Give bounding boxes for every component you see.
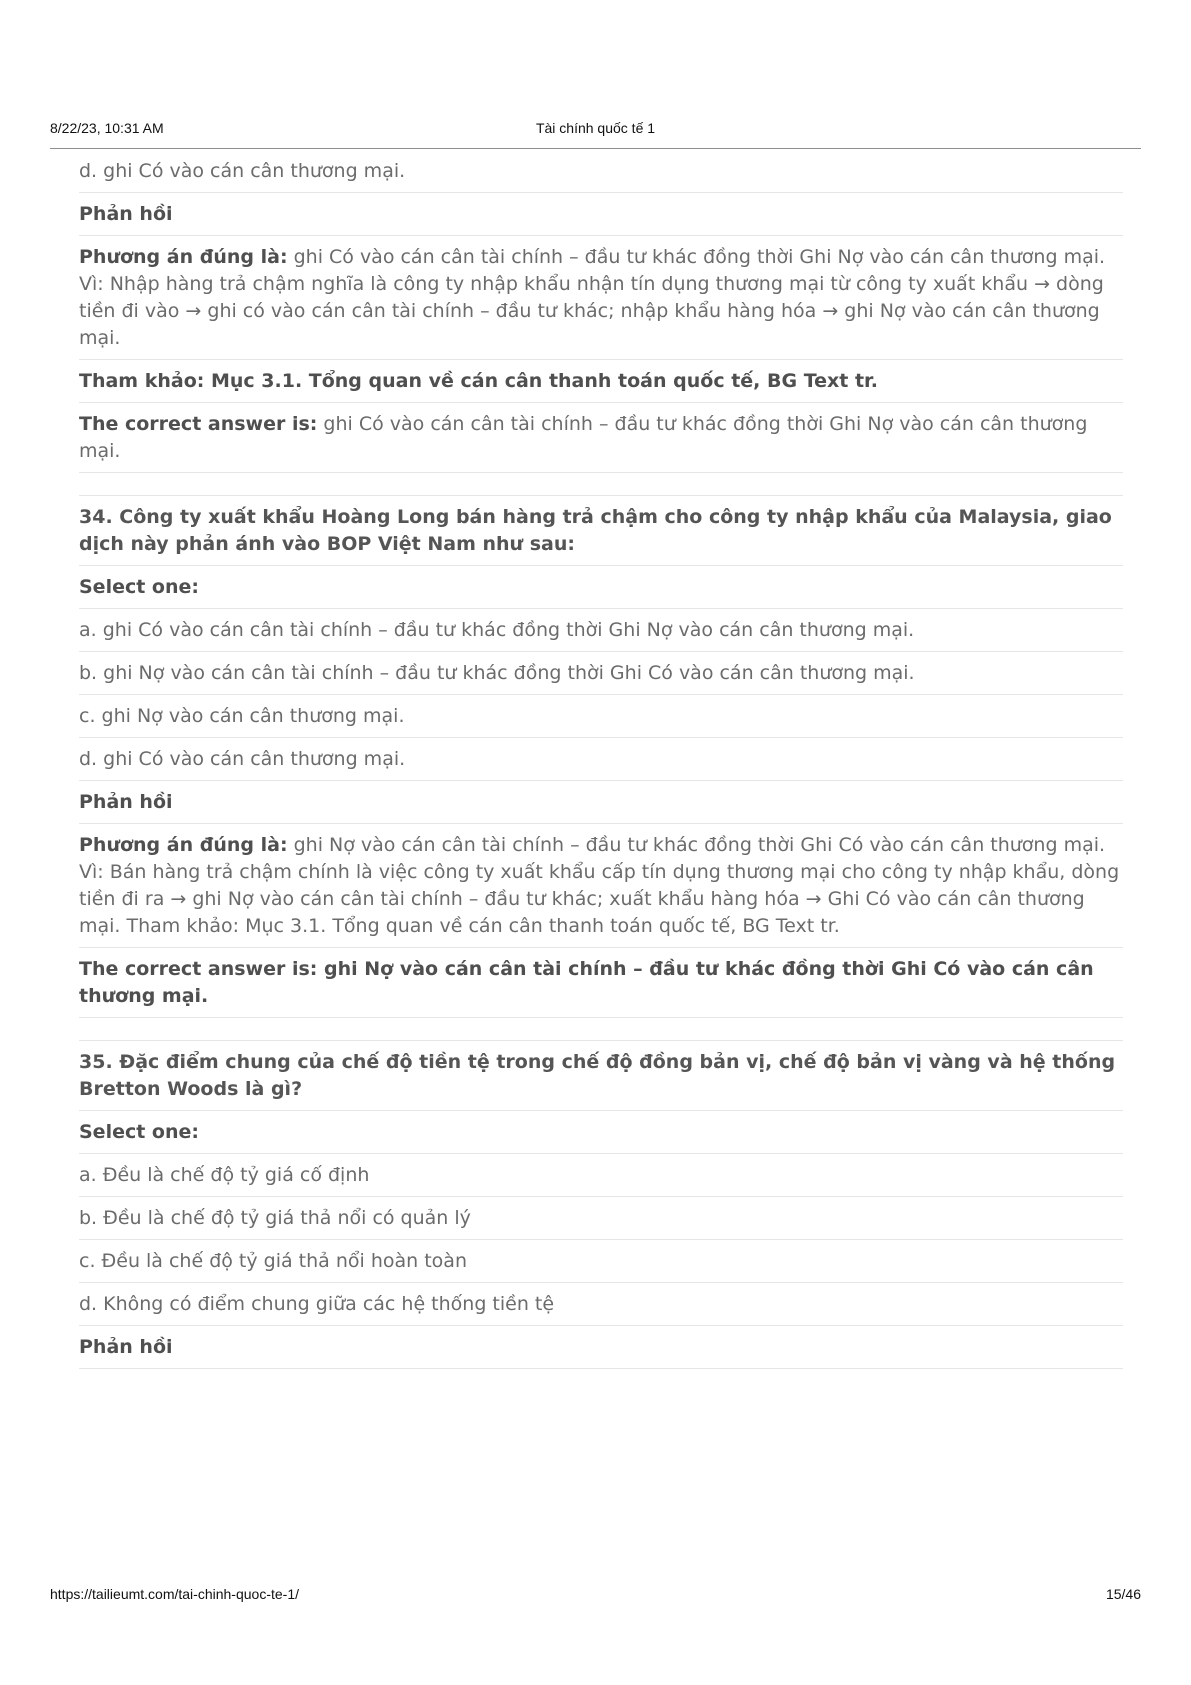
q35-select-label: Select one: <box>79 1111 1123 1154</box>
question-separator <box>79 1018 1123 1041</box>
q34-option-b[interactable]: b. ghi Nợ vào cán cân tài chính – đầu tư khác đồng thời Ghi Có vào cán cân thương mại. <box>79 652 1123 695</box>
q34-feedback-label: Phản hồi <box>79 781 1123 824</box>
document-title: Tài chính quốc tế 1 <box>535 120 656 136</box>
q34-correct-answer <box>79 948 1123 1018</box>
q34-answer-text: ghi Nợ vào cán cân tài chính – đầu tư khác đồng thời Ghi Có vào cán cân thương mại. Vì: Bán hàng trả chậm chính là việc công ty xuất khẩu cấp tín dụng thương mại cho công ty nhập khẩu, dòng tiền đi ra → ghi Nợ vào cán cân tài chính – đầu tư khác; xuất khẩu hàng hóa → Ghi Có vào cán cân thương mại. Tham khảo: Mục 3.1. Tổng quan về cán cân thanh toán quốc tế, BG Text tr. <box>79 834 1120 937</box>
print-footer <box>50 1586 1141 1606</box>
q34-option-c[interactable]: c. ghi Nợ vào cán cân thương mại. <box>79 695 1123 738</box>
q33-correct-label: The correct answer is: <box>79 413 318 435</box>
q33-answer-label: Phương án đúng là: <box>79 246 288 268</box>
q34-option-d[interactable]: d. ghi Có vào cán cân thương mại. <box>79 738 1123 781</box>
print-datetime: 8/22/23, 10:31 AM <box>50 120 164 136</box>
question-separator <box>79 473 1123 496</box>
q33-answer-text: ghi Có vào cán cân tài chính – đầu tư khác đồng thời Ghi Nợ vào cán cân thương mại. Vì: Nhập hàng trả chậm nghĩa là công ty nhập khẩu nhận tín dụng thương mại từ công ty xuất khẩu → dòng tiền đi vào → ghi có vào cán cân tài chính – đầu tư khác; nhập khẩu hàng hóa → ghi Nợ vào cán cân thương mại. <box>79 246 1106 349</box>
q33-reference: Tham khảo: Mục 3.1. Tổng quan về cán cân thanh toán quốc tế, BG Text tr. <box>79 360 1123 403</box>
q33-answer-explanation <box>79 236 1123 360</box>
quiz-content <box>79 150 1123 1369</box>
q33-correct-answer <box>79 403 1123 473</box>
q34-correct-label: The correct answer is: <box>79 958 318 980</box>
page-number: 15/46 <box>1105 1586 1141 1602</box>
q35-option-a[interactable]: a. Đều là chế độ tỷ giá cố định <box>79 1154 1123 1197</box>
q34-question: 34. Công ty xuất khẩu Hoàng Long bán hàng trả chậm cho công ty nhập khẩu của Malaysia, giao dịch này phản ánh vào BOP Việt Nam như sau: <box>79 496 1123 566</box>
q35-option-c[interactable]: c. Đều là chế độ tỷ giá thả nổi hoàn toàn <box>79 1240 1123 1283</box>
page-url: https://tailieumt.com/tai-chinh-quoc-te-1/ <box>50 1586 299 1602</box>
q35-feedback-label: Phản hồi <box>79 1326 1123 1369</box>
q34-answer-label: Phương án đúng là: <box>79 834 288 856</box>
q33-correct-text: ghi Có vào cán cân tài chính – đầu tư khác đồng thời Ghi Nợ vào cán cân thương mại. <box>79 413 1088 462</box>
q33-option-d: d. ghi Có vào cán cân thương mại. <box>79 150 1123 193</box>
q35-option-b[interactable]: b. Đều là chế độ tỷ giá thả nổi có quản lý <box>79 1197 1123 1240</box>
q34-select-label: Select one: <box>79 566 1123 609</box>
q34-answer-explanation <box>79 824 1123 948</box>
q34-correct-text: ghi Nợ vào cán cân tài chính – đầu tư khác đồng thời Ghi Có vào cán cân thương mại. <box>79 958 1094 1007</box>
q35-option-d[interactable]: d. Không có điểm chung giữa các hệ thống tiền tệ <box>79 1283 1123 1326</box>
q33-feedback-label: Phản hồi <box>79 193 1123 236</box>
q34-option-a[interactable]: a. ghi Có vào cán cân tài chính – đầu tư khác đồng thời Ghi Nợ vào cán cân thương mại. <box>79 609 1123 652</box>
q35-question: 35. Đặc điểm chung của chế độ tiền tệ trong chế độ đồng bản vị, chế độ bản vị vàng và hệ thống Bretton Woods là gì? <box>79 1041 1123 1111</box>
print-header <box>50 120 1141 149</box>
